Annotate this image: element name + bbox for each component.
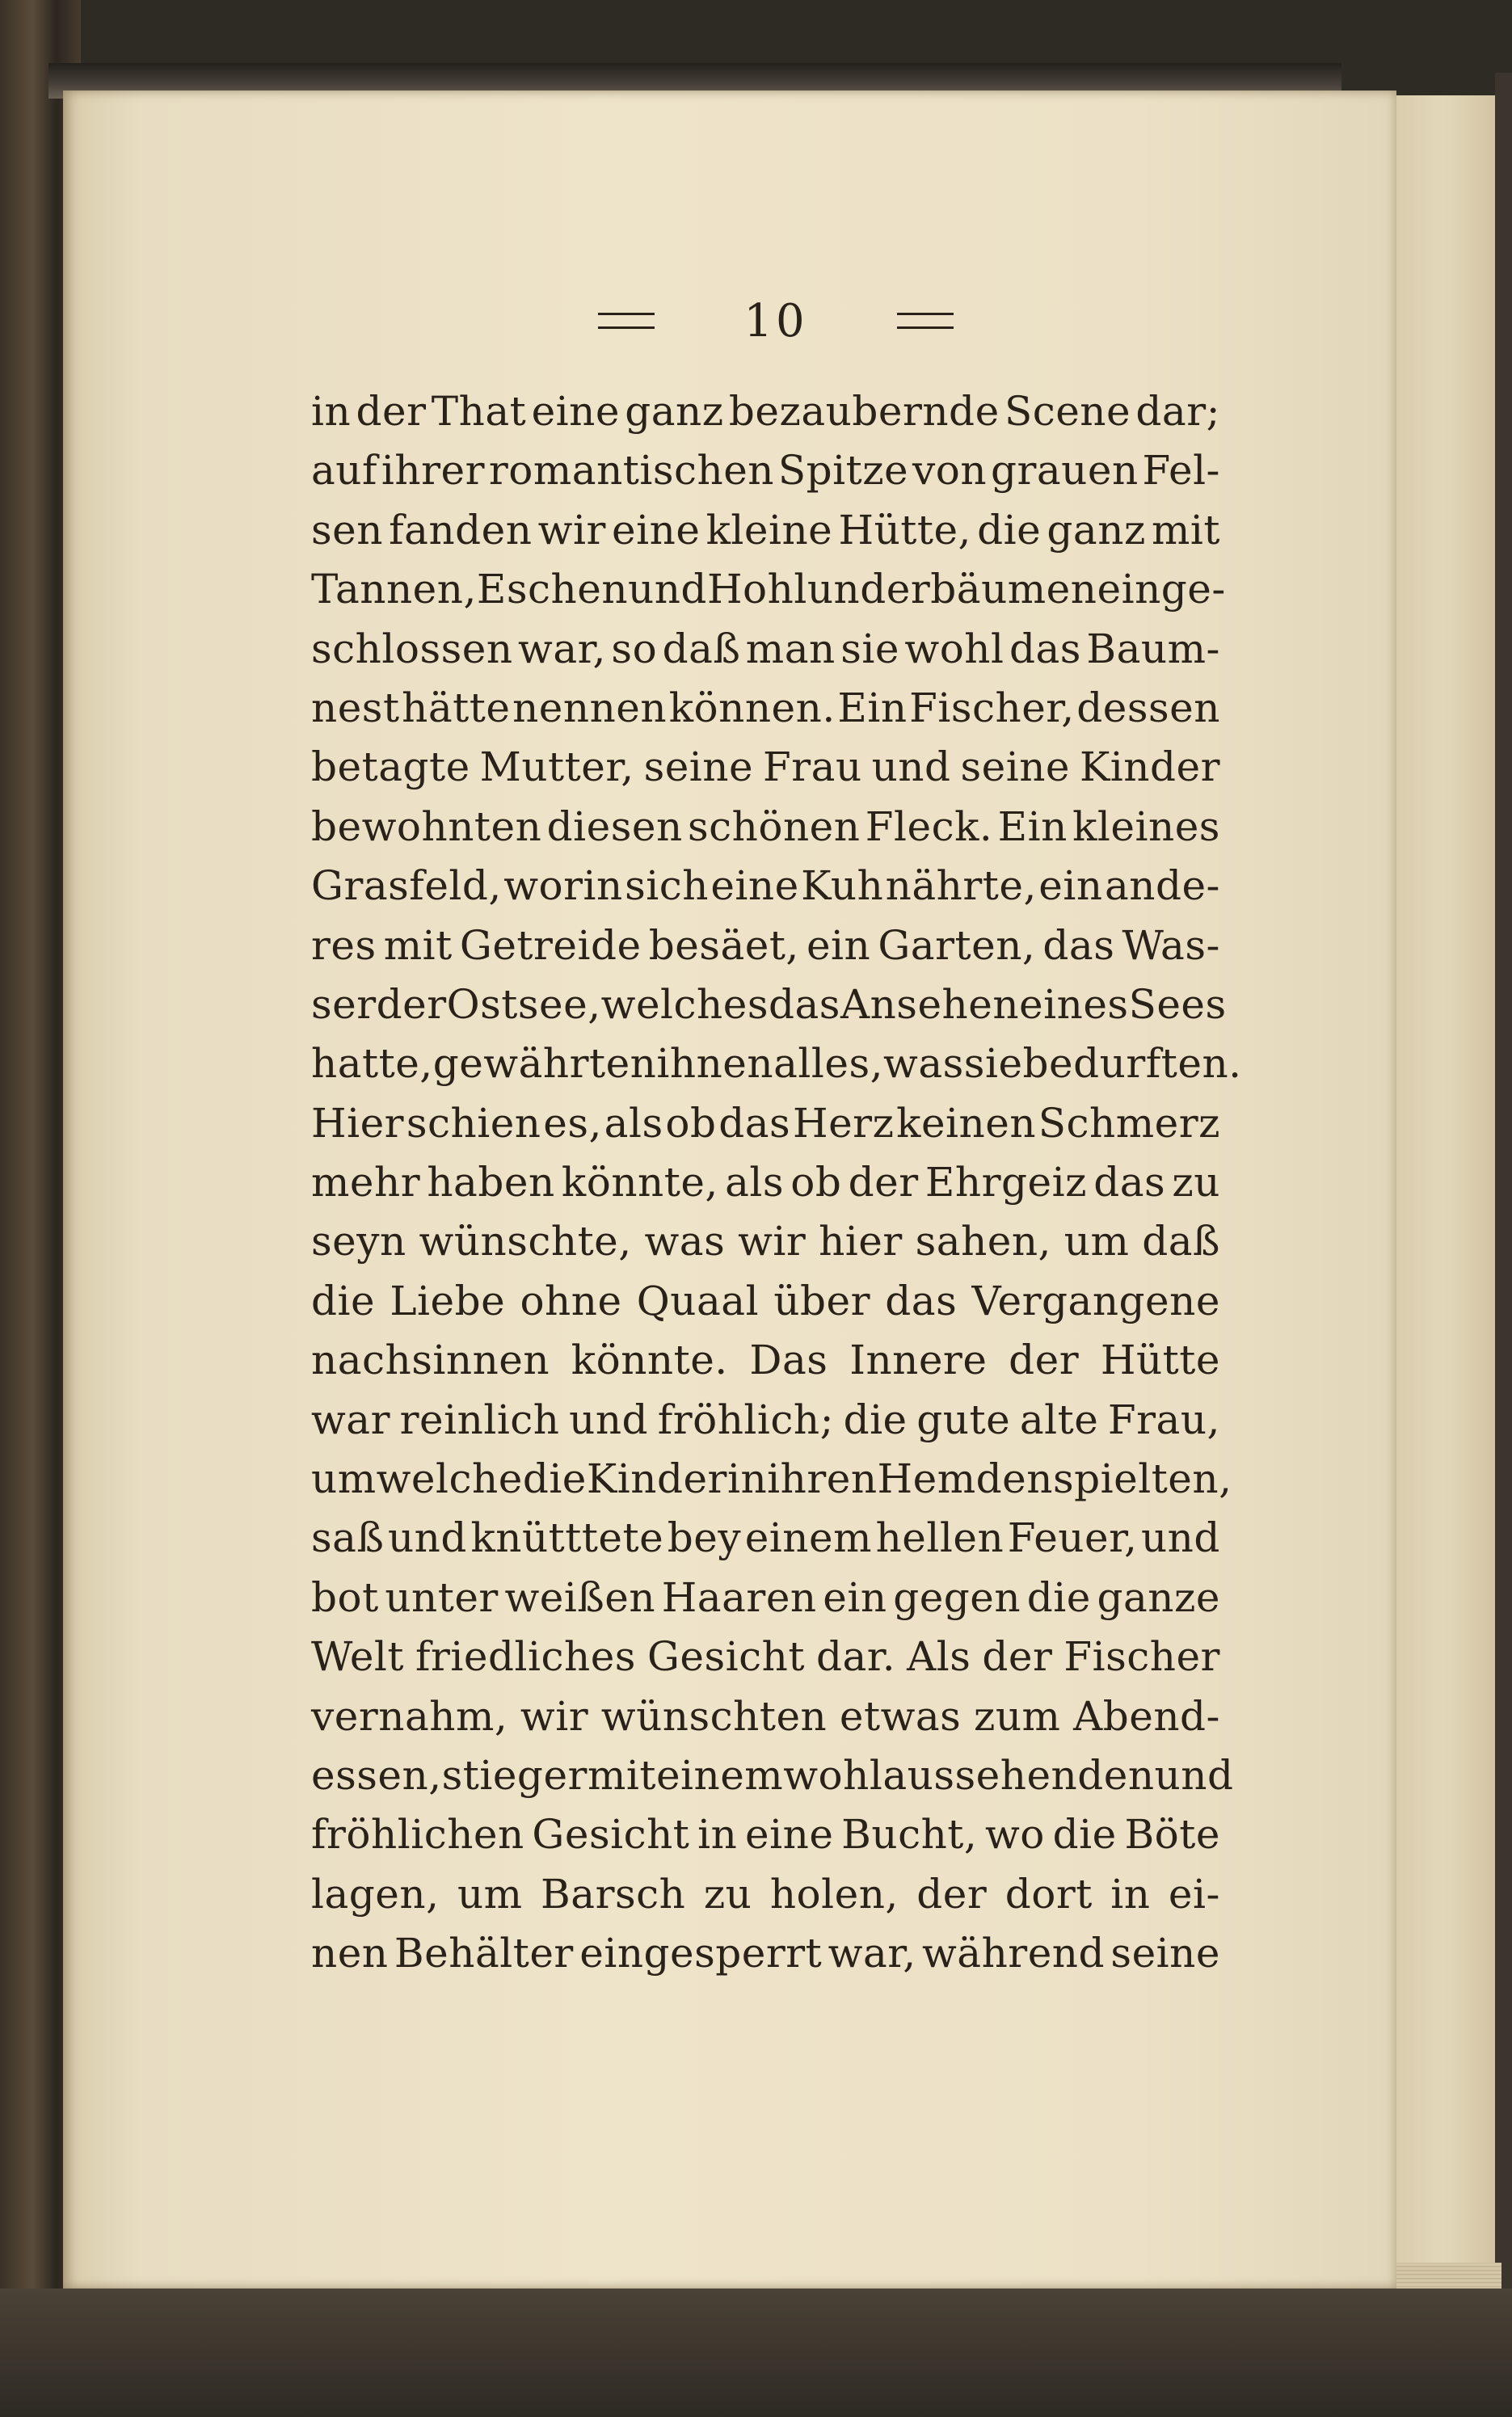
text-word: Was- bbox=[1122, 921, 1220, 969]
text-word: Welt bbox=[311, 1633, 404, 1681]
text-word: der bbox=[1009, 1337, 1080, 1384]
text-line bbox=[311, 1627, 1220, 1686]
text-word: fröhlichen bbox=[311, 1811, 524, 1859]
text-word: der bbox=[356, 388, 427, 435]
text-word: Hier bbox=[311, 1099, 405, 1147]
text-word: Herz bbox=[792, 1099, 895, 1147]
text-line bbox=[311, 382, 1220, 441]
text-word: Hemden bbox=[877, 1455, 1053, 1503]
text-word: die bbox=[311, 1277, 376, 1324]
text-word: eine bbox=[612, 506, 701, 554]
text-word: alles, bbox=[773, 1040, 884, 1088]
text-line bbox=[311, 1391, 1220, 1450]
text-word: Ein bbox=[997, 802, 1068, 850]
text-word: das bbox=[768, 980, 840, 1028]
text-line bbox=[311, 798, 1220, 857]
text-word: Böte bbox=[1124, 1811, 1220, 1859]
text-word: ohne bbox=[520, 1277, 622, 1324]
text-word: knütttete bbox=[470, 1514, 664, 1562]
text-word: kleines bbox=[1072, 802, 1220, 850]
text-word: Ansehen bbox=[840, 980, 1020, 1028]
text-word: schien bbox=[406, 1099, 541, 1147]
text-word: er bbox=[543, 1751, 588, 1799]
text-word: Eschen bbox=[476, 566, 629, 613]
text-word: Fischer bbox=[1063, 1633, 1220, 1681]
text-word: zu bbox=[1172, 1159, 1220, 1206]
text-word: fröhlich; bbox=[657, 1396, 834, 1443]
text-word: daß bbox=[662, 625, 741, 672]
text-word: Fel- bbox=[1142, 447, 1220, 495]
text-word: lagen, bbox=[311, 1870, 440, 1918]
header-rule-left bbox=[598, 313, 655, 329]
text-word: sen bbox=[311, 506, 383, 554]
text-word: das bbox=[718, 1099, 791, 1147]
text-word: Innere bbox=[849, 1337, 988, 1384]
text-word: so bbox=[611, 625, 658, 672]
text-word: Tannen, bbox=[311, 566, 477, 613]
text-word: Frau, bbox=[1107, 1396, 1220, 1443]
text-word: zu bbox=[703, 1870, 752, 1918]
text-word: stieg bbox=[441, 1751, 544, 1799]
text-word: um bbox=[311, 1455, 377, 1503]
text-word: ihnen bbox=[656, 1040, 774, 1088]
text-word: die bbox=[1026, 1573, 1091, 1621]
text-word: bewohnten bbox=[311, 802, 542, 850]
text-word: Ehrgeiz bbox=[924, 1159, 1087, 1206]
text-word: wo bbox=[985, 1811, 1045, 1859]
background-bottom bbox=[0, 2289, 1512, 2417]
text-word: bey bbox=[667, 1514, 742, 1562]
text-word: um bbox=[1063, 1218, 1130, 1265]
text-word: ihrer bbox=[381, 447, 485, 495]
text-word: und bbox=[1154, 1751, 1234, 1799]
text-word: dessen bbox=[1076, 684, 1220, 731]
text-word: aussehenden bbox=[882, 1751, 1155, 1799]
text-word: wir bbox=[537, 506, 606, 554]
text-word: in bbox=[727, 1455, 768, 1503]
text-word: daß bbox=[1142, 1218, 1220, 1265]
text-word: sahen, bbox=[915, 1218, 1051, 1265]
text-word: ob bbox=[790, 1159, 842, 1206]
text-word: gewährten bbox=[432, 1040, 657, 1088]
text-word: Kuh bbox=[801, 862, 884, 910]
text-word: grauen bbox=[990, 447, 1139, 495]
text-word: das bbox=[1093, 1159, 1166, 1206]
text-line bbox=[311, 620, 1220, 679]
text-word: romantischen bbox=[488, 447, 775, 495]
text-word: eine bbox=[531, 388, 620, 435]
text-word: Frau bbox=[763, 743, 862, 791]
text-line bbox=[311, 560, 1226, 619]
text-word: von bbox=[912, 447, 988, 495]
text-word: dar; bbox=[1135, 388, 1220, 435]
text-word: Feuer, bbox=[1007, 1514, 1138, 1562]
text-word: hier bbox=[819, 1218, 903, 1265]
text-word: einem bbox=[744, 1514, 873, 1562]
text-word: Schmerz bbox=[1038, 1099, 1220, 1147]
text-word: Als bbox=[907, 1633, 971, 1681]
text-word: eine bbox=[745, 1811, 834, 1859]
text-word: Grasfeld, bbox=[311, 862, 502, 910]
text-line bbox=[311, 441, 1220, 500]
text-word: können. bbox=[668, 684, 836, 731]
text-word: nest bbox=[311, 684, 400, 731]
text-line bbox=[311, 857, 1220, 916]
text-line bbox=[311, 1746, 1234, 1805]
text-word: ihren bbox=[767, 1455, 878, 1503]
text-word: war, bbox=[518, 625, 606, 672]
text-word: welche bbox=[376, 1455, 523, 1503]
text-word: Gesicht bbox=[646, 1633, 805, 1681]
text-word: sie bbox=[963, 1040, 1023, 1088]
text-word: eine bbox=[710, 862, 799, 910]
text-line bbox=[311, 1865, 1220, 1924]
text-word: als bbox=[604, 1099, 663, 1147]
text-word: könnte. bbox=[571, 1337, 728, 1384]
text-word: kleine bbox=[705, 506, 833, 554]
text-word: bezaubernde bbox=[728, 388, 1000, 435]
text-word: Kinder bbox=[1079, 743, 1220, 791]
text-word: Mutter, bbox=[479, 743, 634, 791]
text-word: betagte bbox=[311, 743, 470, 791]
text-line bbox=[311, 1924, 1220, 1983]
text-line bbox=[311, 1450, 1232, 1509]
text-word: die bbox=[843, 1396, 908, 1443]
text-word: Hütte bbox=[1100, 1337, 1220, 1384]
text-word: schönen bbox=[688, 802, 861, 850]
text-word: bot bbox=[311, 1573, 379, 1621]
text-line bbox=[311, 1509, 1220, 1568]
cover-right-edge bbox=[1495, 73, 1512, 2303]
text-word: Hütte, bbox=[838, 506, 971, 554]
text-line bbox=[311, 1805, 1220, 1864]
text-word: Fischer, bbox=[909, 684, 1075, 731]
text-word: dar. bbox=[815, 1633, 896, 1681]
text-word: mit bbox=[1151, 506, 1220, 554]
text-word: ei- bbox=[1168, 1870, 1220, 1918]
text-line bbox=[311, 1687, 1220, 1746]
text-word: ein bbox=[1038, 862, 1103, 910]
text-word: mehr bbox=[311, 1159, 421, 1206]
text-word: nachsinnen bbox=[311, 1337, 550, 1384]
text-word: saß bbox=[311, 1514, 385, 1562]
text-line bbox=[311, 738, 1220, 797]
text-word: der bbox=[916, 1870, 988, 1918]
text-word: fanden bbox=[389, 506, 533, 554]
text-word: der bbox=[982, 1633, 1053, 1681]
text-word: dort bbox=[1004, 1870, 1093, 1918]
text-line bbox=[311, 1034, 1242, 1093]
text-word: hellen bbox=[875, 1514, 1004, 1562]
text-word: res bbox=[311, 921, 377, 969]
text-word: sie bbox=[840, 625, 899, 672]
text-word: diesen bbox=[546, 802, 683, 850]
text-word: einge- bbox=[1097, 566, 1226, 613]
text-line bbox=[311, 1212, 1220, 1271]
text-line bbox=[311, 1569, 1220, 1627]
text-word: hatte, bbox=[311, 1040, 433, 1088]
text-word: wünschte, bbox=[419, 1218, 632, 1265]
text-word: und bbox=[387, 1514, 467, 1562]
text-line bbox=[311, 501, 1220, 560]
text-word: wir bbox=[520, 1692, 589, 1740]
text-word: wohl bbox=[904, 625, 1004, 672]
text-word: nährte, bbox=[885, 862, 1037, 910]
text-word: eines bbox=[1019, 980, 1129, 1028]
text-word: seine bbox=[643, 743, 754, 791]
text-line bbox=[311, 1272, 1220, 1331]
text-word: und bbox=[628, 566, 707, 613]
text-word: das bbox=[885, 1277, 958, 1324]
text-word: schlossen bbox=[311, 625, 513, 672]
page-header bbox=[598, 293, 954, 349]
text-word: der bbox=[848, 1159, 919, 1206]
text-word: war bbox=[311, 1396, 391, 1443]
text-word: Hohlunderbäumen bbox=[706, 566, 1097, 613]
text-word: alte bbox=[1019, 1396, 1099, 1443]
text-word: das bbox=[1009, 625, 1081, 672]
text-word: in bbox=[697, 1811, 738, 1859]
text-word: haben bbox=[427, 1159, 555, 1206]
text-word: Ostsee, bbox=[446, 980, 601, 1028]
text-word: in bbox=[311, 388, 352, 435]
text-word: wünschten bbox=[600, 1692, 828, 1740]
text-word: mit bbox=[383, 921, 453, 969]
text-word: Sees bbox=[1128, 980, 1227, 1028]
text-word: ein bbox=[823, 1573, 887, 1621]
text-word: Fleck. bbox=[865, 802, 993, 850]
text-word: sich bbox=[625, 862, 709, 910]
text-word: was bbox=[883, 1040, 964, 1088]
body-text bbox=[311, 382, 1242, 1984]
text-word: nennen bbox=[512, 684, 668, 731]
text-word: es, bbox=[543, 1099, 602, 1147]
text-word: Scene bbox=[1004, 388, 1131, 435]
text-word: worin bbox=[503, 862, 623, 910]
text-word: welches bbox=[600, 980, 769, 1028]
text-word: Abend- bbox=[1073, 1692, 1220, 1740]
text-word: That bbox=[431, 388, 527, 435]
text-word: wir bbox=[738, 1218, 807, 1265]
text-word: ein bbox=[806, 921, 871, 969]
text-word: keinen bbox=[896, 1099, 1037, 1147]
text-word: eingesperrt bbox=[579, 1930, 823, 1977]
text-word: um bbox=[457, 1870, 523, 1918]
header-rule-right bbox=[897, 313, 954, 329]
text-word: Vergangene bbox=[971, 1277, 1220, 1324]
text-word: als bbox=[725, 1159, 785, 1206]
text-word: Behälter bbox=[394, 1930, 574, 1977]
text-word: Baum- bbox=[1086, 625, 1220, 672]
text-word: Liebe bbox=[390, 1277, 506, 1324]
text-word: und bbox=[569, 1396, 649, 1443]
text-word: nen bbox=[311, 1930, 389, 1977]
text-word: war, bbox=[828, 1930, 916, 1977]
text-word: ande- bbox=[1104, 862, 1220, 910]
text-word: das bbox=[1042, 921, 1115, 969]
text-word: unter bbox=[385, 1573, 499, 1621]
text-word: weißen bbox=[504, 1573, 656, 1621]
text-word: hätte bbox=[402, 684, 511, 731]
text-word: Quaal bbox=[636, 1277, 760, 1324]
text-word: vernahm, bbox=[311, 1692, 508, 1740]
text-word: Garten, bbox=[878, 921, 1036, 969]
text-word: mit bbox=[587, 1751, 656, 1799]
text-word: während bbox=[922, 1930, 1106, 1977]
text-word: bedurften. bbox=[1022, 1040, 1242, 1088]
text-word: seine bbox=[1110, 1930, 1220, 1977]
text-word: etwas bbox=[839, 1692, 962, 1740]
text-line bbox=[311, 1331, 1220, 1390]
text-word: gegen bbox=[893, 1573, 1021, 1621]
text-word: friedliches bbox=[415, 1633, 636, 1681]
text-word: Bucht, bbox=[841, 1811, 978, 1859]
text-line bbox=[311, 975, 1227, 1034]
text-word: ganz bbox=[1047, 506, 1146, 554]
text-word: seine bbox=[960, 743, 1070, 791]
text-word: besäet, bbox=[648, 921, 799, 969]
text-word: über bbox=[773, 1277, 871, 1324]
text-word: holen, bbox=[769, 1870, 899, 1918]
text-word: Spitze bbox=[777, 447, 909, 495]
text-word: Ein bbox=[837, 684, 908, 731]
text-word: man bbox=[745, 625, 836, 672]
text-word: ganze bbox=[1097, 1573, 1220, 1621]
text-word: seyn bbox=[311, 1218, 406, 1265]
text-word: Getreide bbox=[459, 921, 642, 969]
text-word: Gesicht bbox=[532, 1811, 690, 1859]
text-word: spielten, bbox=[1052, 1455, 1232, 1503]
text-word: reinlich bbox=[399, 1396, 560, 1443]
text-word: könnte, bbox=[561, 1159, 718, 1206]
text-word: essen, bbox=[311, 1751, 442, 1799]
text-word: gute bbox=[916, 1396, 1011, 1443]
text-word: Kinder bbox=[586, 1455, 727, 1503]
text-word: die bbox=[522, 1455, 587, 1503]
text-word: ser bbox=[311, 980, 377, 1028]
text-word: auf bbox=[311, 447, 378, 495]
text-word: in bbox=[1110, 1870, 1151, 1918]
text-word: zum bbox=[974, 1692, 1061, 1740]
text-line bbox=[311, 679, 1220, 738]
text-word: was bbox=[644, 1218, 726, 1265]
text-word: und bbox=[871, 743, 951, 791]
text-line bbox=[311, 916, 1220, 975]
text-word: der bbox=[376, 980, 447, 1028]
text-word: Haaren bbox=[661, 1573, 817, 1621]
text-word: wohl bbox=[783, 1751, 883, 1799]
text-word: einem bbox=[655, 1751, 784, 1799]
text-word: ob bbox=[665, 1099, 717, 1147]
text-word: und bbox=[1140, 1514, 1220, 1562]
text-word: die bbox=[1052, 1811, 1117, 1859]
text-word: Das bbox=[749, 1337, 828, 1384]
text-line bbox=[311, 1094, 1220, 1153]
text-line bbox=[311, 1153, 1220, 1212]
page-number: 10 bbox=[743, 294, 808, 347]
text-word: ganz bbox=[625, 388, 724, 435]
text-word: Barsch bbox=[541, 1870, 686, 1918]
text-word: die bbox=[977, 506, 1042, 554]
